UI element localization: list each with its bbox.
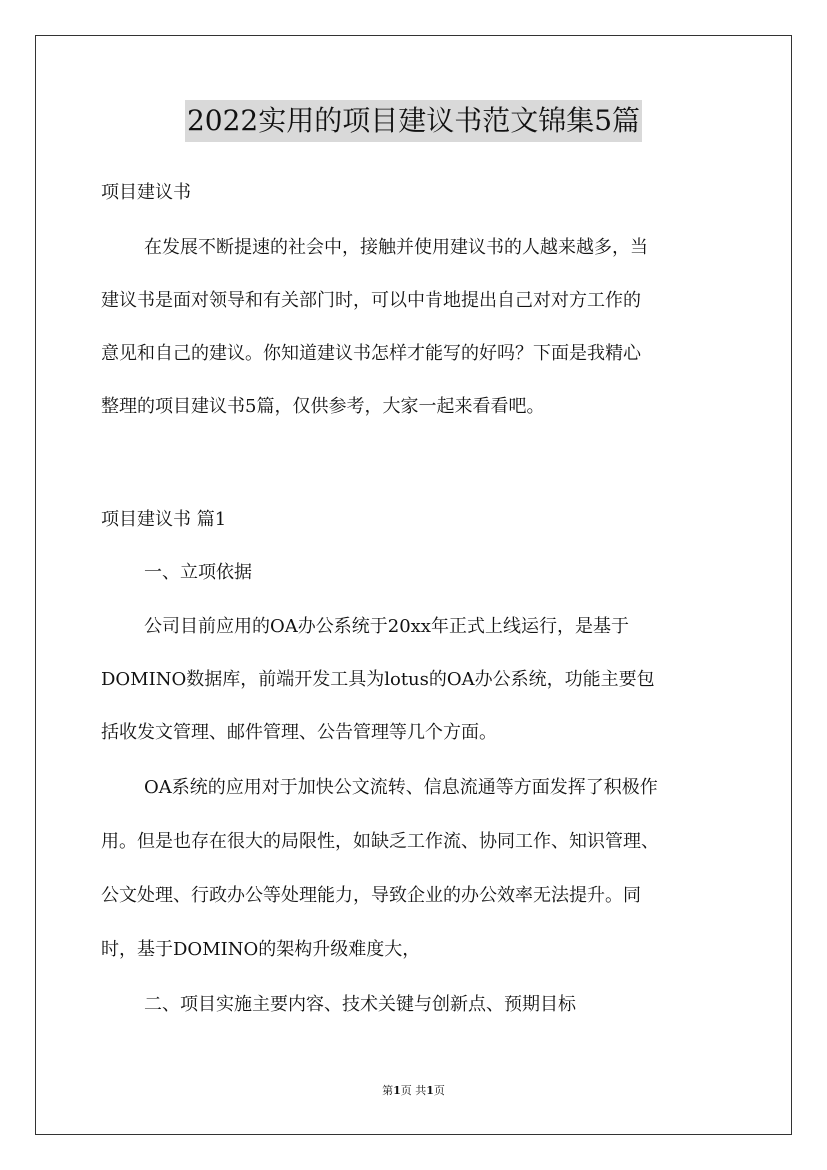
footer-page-mid: 页 共 [400,1084,427,1097]
subsection-heading: 一、立项依据 [144,562,252,583]
paragraph-line: DOMINO数据库，前端开发工具为lotus的OA办公系统，功能主要包 [101,669,655,690]
page-title: 2022实用的项目建议书范文锦集5篇 [185,100,642,142]
footer-page-total: 1 [426,1084,434,1097]
subsection-heading: 二、项目实施主要内容、技术关键与创新点、预期目标 [144,994,576,1015]
footer-page-suffix: 页 [433,1084,445,1097]
footer-page-prefix: 第 [382,1084,394,1097]
paragraph-line: 公司目前应用的OA办公系统于20xx年正式上线运行，是基于 [144,616,629,637]
page-footer [0,1083,827,1099]
paragraph-line: 意见和自己的建议。你知道建议书怎样才能写的好吗？下面是我精心 [101,343,641,364]
paragraph-line: 整理的项目建议书5篇，仅供参考，大家一起来看看吧。 [101,396,545,417]
paragraph-line: 建议书是面对领导和有关部门时，可以中肯地提出自己对对方工作的 [101,290,641,311]
paragraph-line: 时，基于DOMINO的架构升级难度大， [101,939,421,960]
paragraph-line: 括收发文管理、邮件管理、公告管理等几个方面。 [101,722,497,743]
paragraph-line: 公文处理、行政办公等处理能力，导致企业的办公效率无法提升。同 [101,885,641,906]
footer-page-number: 1 [393,1084,401,1097]
title-container [0,100,827,142]
section-heading: 项目建议书 篇1 [101,509,227,530]
paragraph-line: OA系统的应用对于加快公文流转、信息流通等方面发挥了积极作 [144,777,658,798]
paragraph-line: 用。但是也存在很大的局限性，如缺乏工作流、协同工作、知识管理、 [101,831,659,852]
section-heading: 项目建议书 [101,182,191,203]
paragraph-line: 在发展不断提速的社会中，接触并使用建议书的人越来越多，当 [144,237,648,258]
